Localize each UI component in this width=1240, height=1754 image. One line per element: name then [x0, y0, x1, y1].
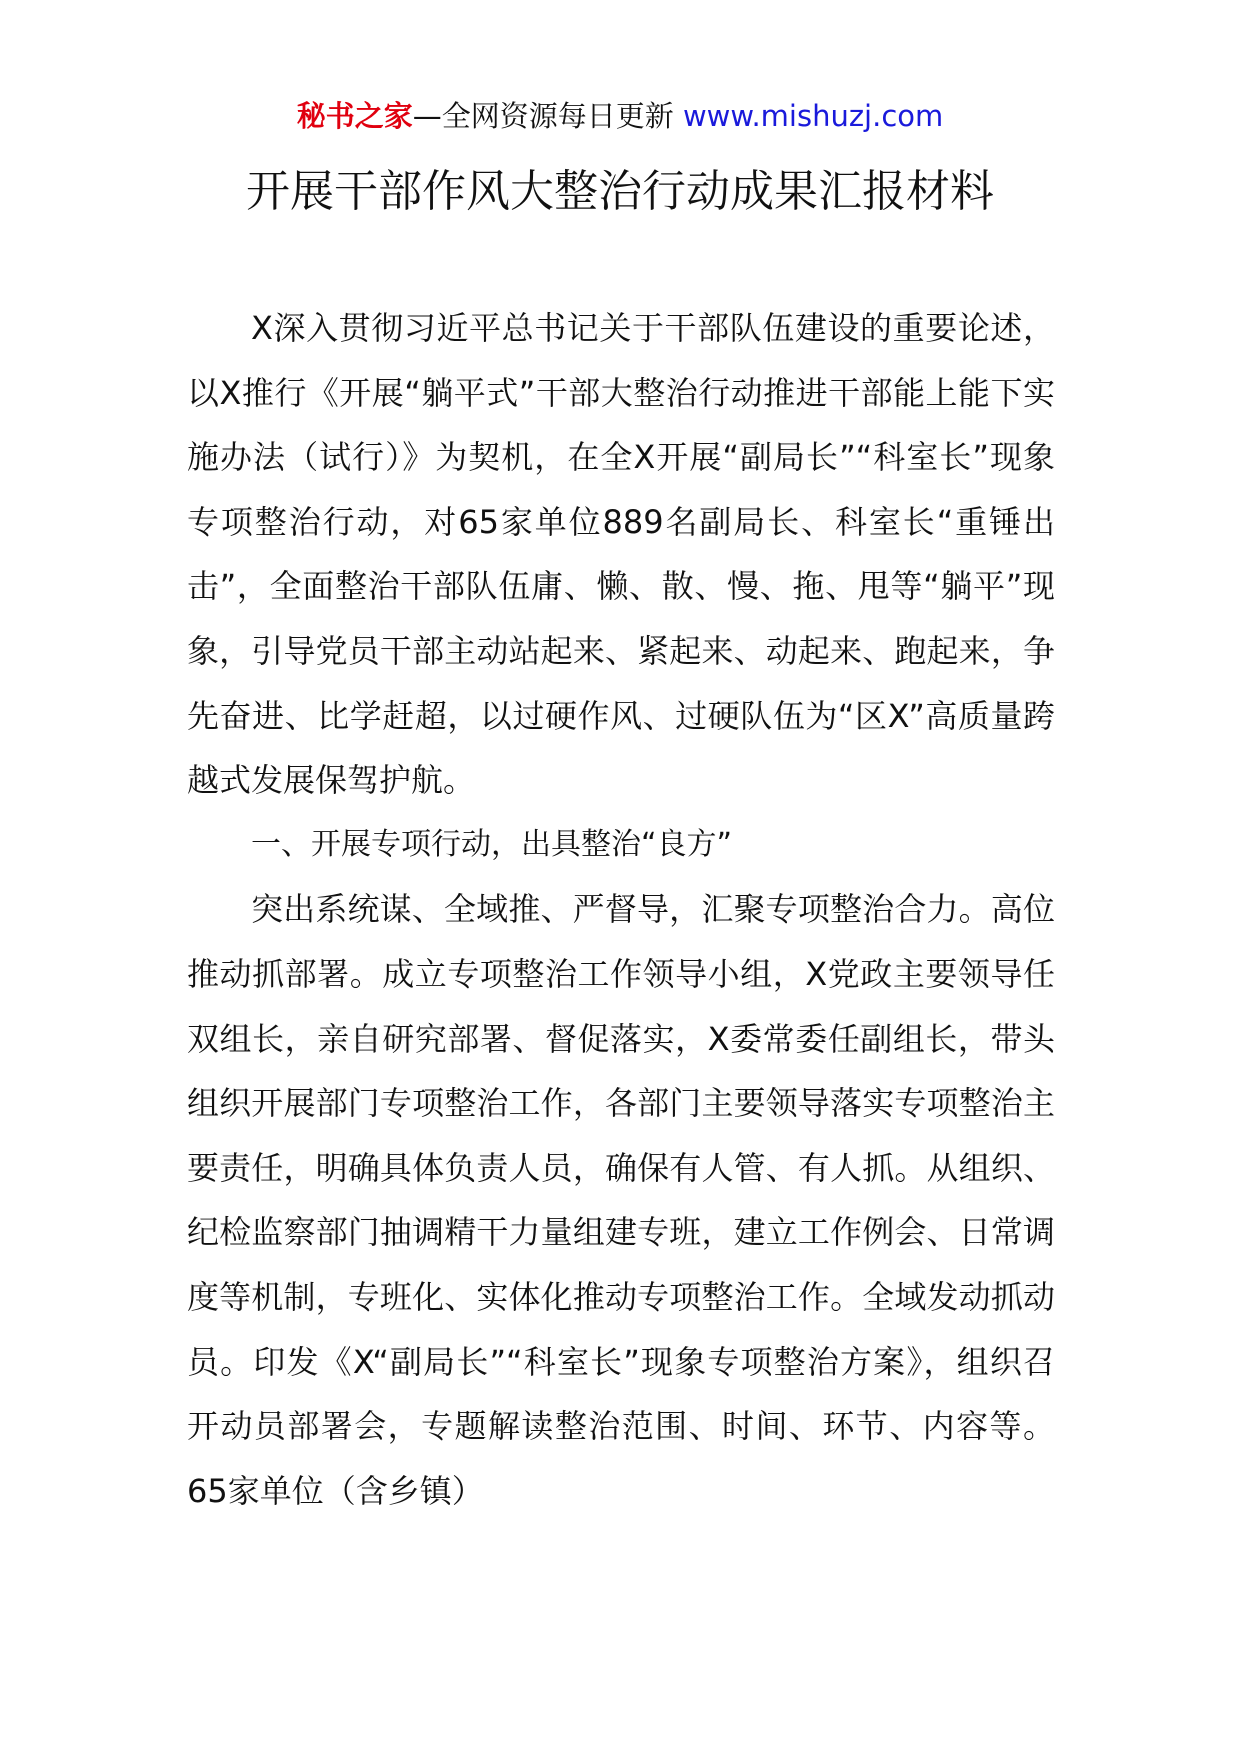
- site-url-link[interactable]: www.mishuzj.com: [682, 99, 944, 133]
- intro-paragraph: X深入贯彻习近平总书记关于干部队伍建设的重要论述，以X推行《开展“躺平式”干部大整治行动推进干部能上能下实施办法（试行）》为契机，在全X开展“副局长”“科室长”现象专项整治行动，对65家单位889名副局长、科室长“重锤出击”，全面整治干部队伍庸、懒、散、慢、拖、甩等“躺平”现象，引导党员干部主动站起来、紧起来、动起来、跑起来，争先奋进、比学赶超，以过硬作风、过硬队伍为“区X”高质量跨越式发展保驾护航。: [187, 309, 1055, 800]
- document-body: [187, 296, 1055, 1523]
- body-paragraph: 突出系统谋、全域推、严督导，汇聚专项整治合力。高位推动抓部署。成立专项整治工作领导小组，X党政主要领导任双组长，亲自研究部署、督促落实，X委常委任副组长，带头组织开展部门专项整治工作，各部门主要领导落实专项整治主要责任，明确具体负责人员，确保有人管、有人抓。从组织、纪检监察部门抽调精干力量组建专班，建立工作例会、日常调度等机制，专班化、实体化推动专项整治工作。全域发动抓动员。印发《X“副局长”“科室长”现象专项整治方案》，组织召开动员部署会，专题解读整治范围、时间、环节、内容等。65家单位（含乡镇）: [187, 890, 1055, 1510]
- document-title: 开展干部作风大整治行动成果汇报材料: [246, 166, 994, 217]
- section-heading-1: 一、开展专项行动，出具整治“良方”: [251, 826, 733, 862]
- site-slogan: —全网资源每日更新: [412, 99, 674, 133]
- site-brand: 秘书之家: [296, 99, 413, 133]
- site-header: [0, 96, 1240, 136]
